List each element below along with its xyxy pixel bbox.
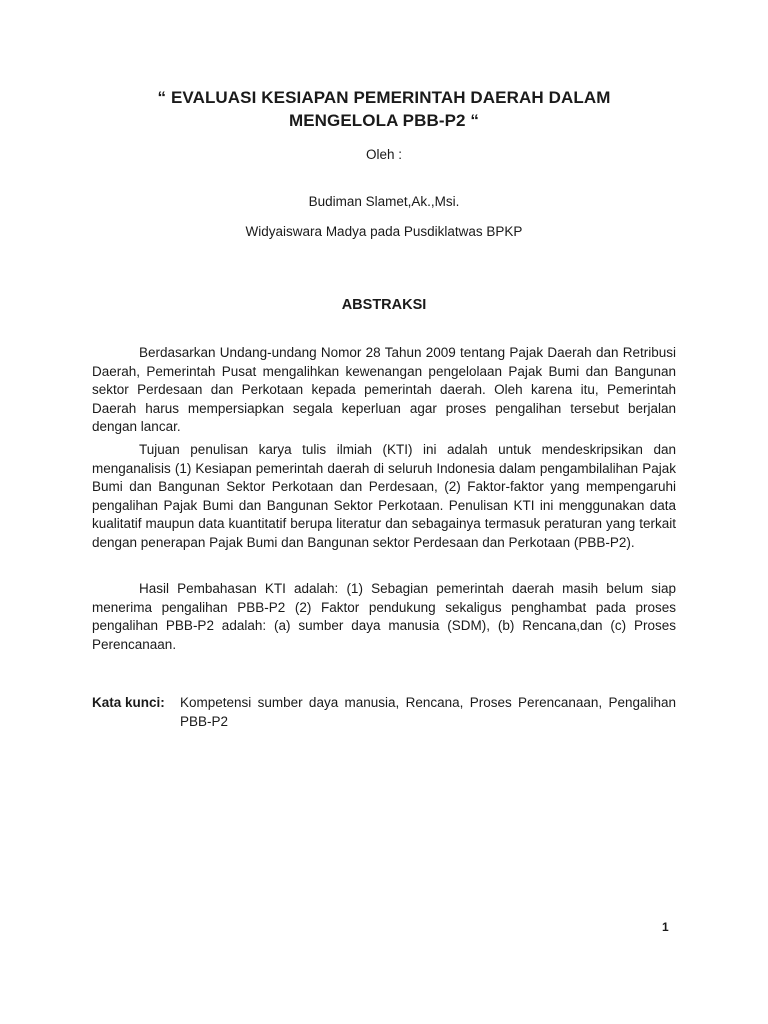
- title-line-2: MENGELOLA PBB-P2 “: [288, 111, 480, 130]
- oleh-label: Oleh :: [365, 147, 403, 162]
- abstract-paragraph-2: Tujuan penulisan karya tulis ilmiah (KTI) ini adalah untuk mendeskripsikan dan menganalisis (1) Kesiapan pemerintah daerah di seluruh Indonesia dalam pengambilalihan Pajak Bumi dan Bangunan Sektor Perkotaan dan Perdesaan, (2) Faktor-faktor yang mempengaruhi pengalihan Pajak Bumi dan Bangunan Sektor Perkotaan. Penulisan KTI ini menggunakan data kualitatif maupun data kuantitatif berupa literatur dan sebagainya termasuk peraturan yang terkait dengan penerapan Pajak Bumi dan Bangunan sektor Perdesaan dan Perkotaan (PBB-P2).: [92, 442, 676, 550]
- title-line-1: “ EVALUASI KESIAPAN PEMERINTAH DAERAH DALAM: [157, 88, 611, 107]
- abstract-paragraph-1: Berdasarkan Undang-undang Nomor 28 Tahun 2009 tentang Pajak Daerah dan Retribusi Daerah, Pemerintah Pusat mengalihkan kewenangan pengelolaan Pajak Bumi dan Bangunan sektor Perdesaan dan Perkotaan kepada pemerintah daerah. Oleh karena itu, Pemerintah Daerah harus mempersiapkan segala keperluan agar proses pengalihan tersebut berjalan dengan lancar.: [92, 345, 676, 434]
- page-number: 1: [662, 920, 669, 934]
- abstract-heading: ABSTRAKSI: [341, 297, 427, 313]
- author-affiliation: Widyaiswara Madya pada Pusdiklatwas BPKP: [245, 224, 523, 239]
- keywords-label: Kata kunci:: [92, 695, 165, 710]
- author-name: Budiman Slamet,Ak.,Msi.: [308, 194, 460, 209]
- keywords-block: [92, 693, 676, 731]
- document-title: [92, 86, 676, 132]
- abstract-paragraph-3: Hasil Pembahasan KTI adalah: (1) Sebagian pemerintah daerah masih belum siap menerima pengalihan PBB-P2 (2) Faktor pendukung sekaligus penghambat pada proses pengalihan PBB-P2 adalah: (a) sumber daya manusia (SDM), (b) Rencana,dan (c) Proses Perencanaan.: [92, 581, 676, 652]
- keywords-text: Kompetensi sumber daya manusia, Rencana, Proses Perencanaan, Pengalihan PBB-P2: [180, 695, 676, 729]
